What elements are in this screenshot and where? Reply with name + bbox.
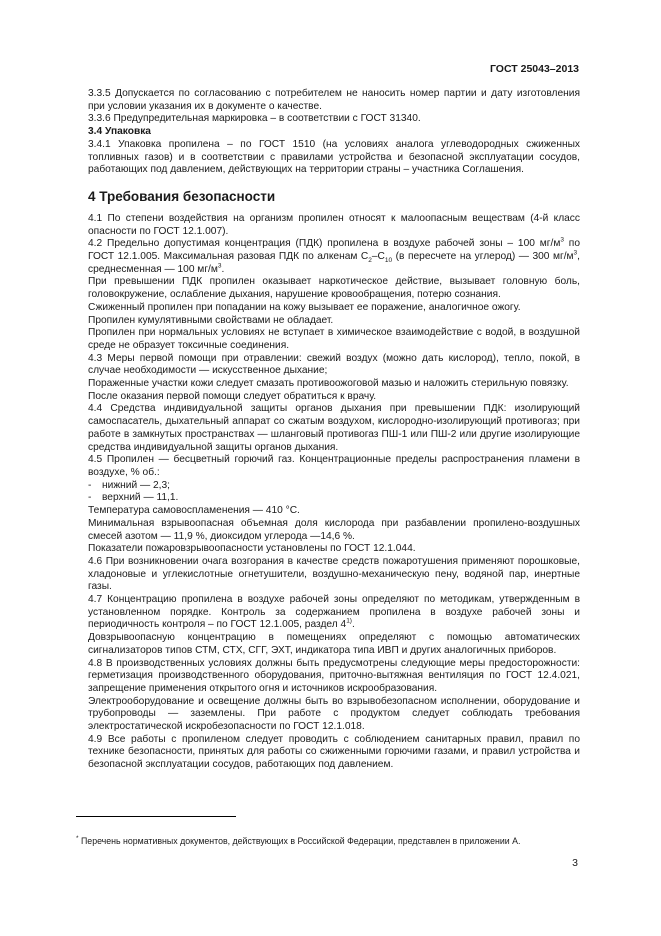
clause-3-4-1: 3.4.1 Упаковка пропилена – по ГОСТ 1510 (на условиях аналога углеводородных сжиженных топливных газов) и в соответствии с правилами устройства и безопасной эксплуатации сосудов, работающих под давлением, действующих на территории страны – участника Соглашения.: [88, 138, 580, 176]
clause-4-6: 4.6 При возникновении очага возгорания в качестве средств пожаротушения применяют порошковые, хладоновые и углекислотные огнетушители, воздушно-механическую пену, водяной пар, инертные газы.: [88, 555, 580, 593]
clause-4-4: 4.4 Средства индивидуальной защиты органов дыхания при превышении ПДК: изолирующий самоспасатель, дыхательный аппарат со сжатым воздухом, кислородно-изолирующий противогаз; при работе в замкнутых пространствах — шланговый противогаз ПШ-1 или ПШ-2 или другие изолирующие средства индивидуальной защиты органов дыхания.: [88, 403, 580, 453]
clause-4-8: 4.8 В производственных условиях должны быть предусмотрены следующие меры предосторожности: герметизация производственного оборудования, приточно-вытяжная вентиляция по ГОСТ 12.4.021, запрещение применения открытого огня и источников искрообразования.: [88, 657, 580, 694]
clause-4-5: 4.5 Пропилен — бесцветный горючий газ. Концентрационные пределы распространения пламени в воздухе, % об.:: [88, 454, 580, 478]
clause-4-2: 4.2 Предельно допустимая концентрация (ПДК) пропилена в воздухе рабочей зоны – 100 $мг/м^3$ по ГОСТ 12.1.005. Максимальная разовая ПДК по алкенам $С_2-С_{10}$ (в пересчете на углерод) — 300 $мг/м^3$, среднесменная — 100 $мг/м^3$.: [88, 236, 580, 275]
page-content: [88, 88, 580, 772]
clause-4-7-sensors: Довзрывоопасную концентрацию в помещениях определяют с помощью автоматических сигнализаторов типов СТМ, СТХ, СГГ, ЭХТ, индикатора типа ИВП и других аналогичных приборов.: [88, 632, 580, 656]
section-4-heading: 4 Требования безопасности: [88, 188, 276, 204]
footnote: * Перечень нормативных документов, действующих в Российской Федерации, представлен в приложении А.: [76, 835, 521, 846]
clause-4-3: 4.3 Меры первой помощи при отравлении: свежий воздух (можно дать кислород), тепло, покой, в случае необходимости — искусственное дыхание;: [88, 352, 580, 377]
clause-4-5-autoignition: Температура самовоспламенения — 410 °С.: [88, 505, 300, 517]
list-item: - верхний — 11,1.: [88, 492, 179, 504]
footnote-divider: [76, 816, 236, 817]
document-code-header: ГОСТ 25043–2013: [489, 63, 579, 75]
clause-3-3-5: 3.3.5 Допускается по согласованию с потребителем не наносить номер партии и дату изготовления при условии указания их в документе о качестве.: [88, 88, 580, 112]
clause-4-5-indicators: Показатели пожаровзрывоопасности установлены по ГОСТ 12.1.044.: [88, 543, 416, 555]
clause-4-3-doctor: После оказания первой помощи следует обратиться к врачу.: [88, 390, 377, 402]
clause-4-8-electrical: Электрооборудование и освещение должны быть во взрывобезопасном исполнении, оборудование и трубопроводы — заземлены. При работе с продуктом следует соблюдать требования электростатической искробезопасности по ГОСТ 12.1.018.: [88, 695, 580, 733]
clause-4-5-oxygen: Минимальная взрывоопасная объемная доля кислорода при разбавлении пропилено-воздушных смесей азотом — 11,9 %, диоксидом углерода —14,6 %.: [88, 517, 580, 542]
clause-3-3-6: 3.3.6 Предупредительная маркировка – в соответствии с ГОСТ 31340.: [88, 113, 421, 125]
clause-4-3-skin: Пораженные участки кожи следует смазать противоожоговой мазью и наложить стерильную повязку.: [88, 378, 569, 390]
clause-4-1: 4.1 По степени воздействия на организм пропилен относят к малоопасным веществам (4-й класс опасности по ГОСТ 12.1.007).: [88, 212, 580, 237]
clause-4-2-water: Пропилен при нормальных условиях не вступает в химическое взаимодействие с водой, в воздушной среде не образует токсичные соединения.: [88, 327, 580, 351]
page-number: 3: [572, 857, 578, 869]
list-item: - нижний — 2,3;: [88, 479, 170, 491]
clause-4-7: 4.7 Концентрацию пропилена в воздухе рабочей зоны определяют по методикам, утвержденным в установленном порядке. Контроль за содержанием пропилена в воздухе рабочей зоны и периодичность контроля – по ГОСТ 12.1.005, раздел 4$^{1)}$.: [88, 594, 580, 631]
clause-4-2-cumulative: Пропилен кумулятивными свойствами не обладает.: [88, 314, 334, 326]
clause-4-9: 4.9 Все работы с пропиленом следует проводить с соблюдением санитарных правил, правил по технике безопасности, принятых для работы со сжиженными горючими газами, и правил устройства и безопасной эксплуатации сосудов, работающих под давлением.: [88, 733, 580, 771]
clause-4-2-effects: При превышении ПДК пропилен оказывает наркотическое действие, вызывает головную боль, головокружение, ослабление дыхания, нарушение кровообращения, потерю сознания.: [88, 276, 580, 301]
clause-3-4-heading: 3.4 Упаковка: [88, 126, 151, 138]
clause-4-2-skin: Сжиженный пропилен при попадании на кожу вызывает ее поражение, аналогичное ожогу.: [88, 301, 521, 313]
